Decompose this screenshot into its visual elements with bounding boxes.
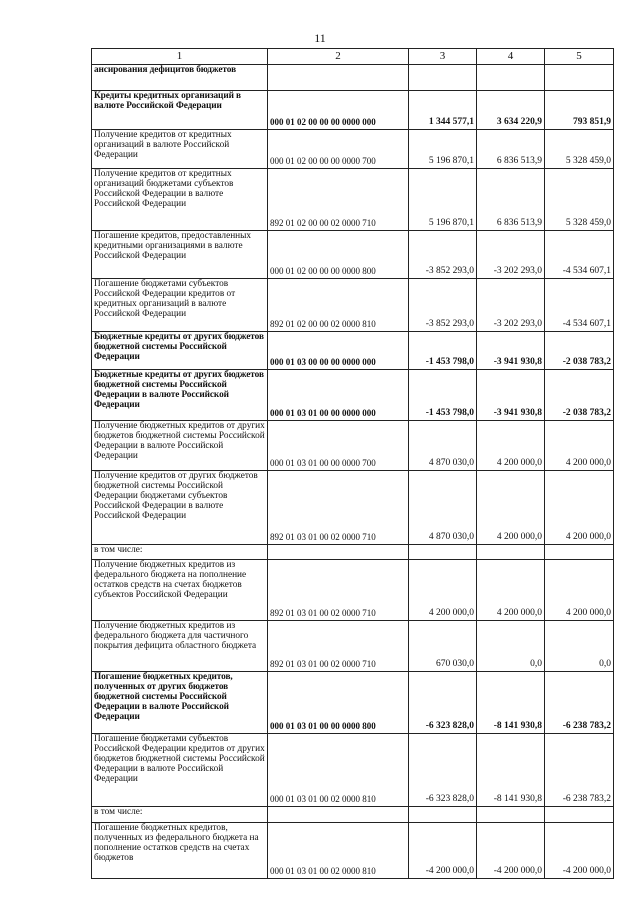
table-row [92,231,614,279]
row-value-col3: 4 870 030,0 [409,471,477,545]
row-value-col5: -4 534 607,1 [545,279,614,332]
row-name: Погашение бюджетами субъектов Российской Федерации кредитов от других бюджетов бюджетной системы Российской Федерации в валюте Российской Федерации [92,734,268,807]
column-header: 3 [409,49,477,65]
row-value-col3: 4 200 000,0 [409,560,477,621]
row-value-col4 [477,65,545,91]
row-value-col3: -4 200 000,0 [409,823,477,879]
row-value-col5: -2 038 783,2 [545,332,614,370]
table-header-row [92,49,614,65]
row-code: 892 01 02 00 00 02 0000 710 [268,169,409,231]
column-header: 1 [92,49,268,65]
row-value-col4: -3 202 293,0 [477,279,545,332]
table-row [92,279,614,332]
row-name: Бюджетные кредиты от других бюджетов бюджетной системы Российской Федерации в валюте Российской Федерации [92,370,268,421]
row-value-col3: 5 196 870,1 [409,169,477,231]
row-name: Получение кредитов от кредитных организаций в валюте Российской Федерации [92,130,268,169]
row-value-col5: -4 200 000,0 [545,823,614,879]
row-name: Погашение бюджетных кредитов, полученных из федерального бюджета на пополнение остатков средств на счетах бюджетов [92,823,268,879]
row-value-col4: -3 202 293,0 [477,231,545,279]
row-code: 892 01 02 00 00 02 0000 810 [268,279,409,332]
row-value-col4 [477,545,545,560]
row-value-col5 [545,807,614,823]
row-value-col5: 0,0 [545,621,614,672]
row-value-col4: -3 941 930,8 [477,370,545,421]
table-row [92,130,614,169]
row-value-col4: 0,0 [477,621,545,672]
row-name: Получение кредитов от других бюджетов бюджетной системы Российской Федерации бюджетами субъектов Российской Федерации в валюте Российской Федерации [92,471,268,545]
row-value-col4: -4 200 000,0 [477,823,545,879]
row-name: Получение бюджетных кредитов от других бюджетов бюджетной системы Российской Федерации в валюте Российской Федерации [92,421,268,471]
table-row [92,560,614,621]
table-row [92,823,614,879]
row-code: 000 01 03 01 00 00 0000 800 [268,672,409,734]
row-name: Погашение кредитов, предоставленных кредитными организациями в валюте Российской Федерации [92,231,268,279]
table-row [92,734,614,807]
row-code [268,545,409,560]
row-value-col3: 670 030,0 [409,621,477,672]
table-row [92,421,614,471]
row-code: 000 01 03 01 00 02 0000 810 [268,823,409,879]
row-value-col5: 4 200 000,0 [545,560,614,621]
row-value-col3: -6 323 828,0 [409,734,477,807]
row-value-col5: 5 328 459,0 [545,130,614,169]
table-row [92,91,614,130]
row-value-col5: 793 851,9 [545,91,614,130]
table-row [92,807,614,823]
row-name: в том числе: [92,807,268,823]
table-row [92,471,614,545]
row-value-col5: -4 534 607,1 [545,231,614,279]
row-value-col3: -3 852 293,0 [409,279,477,332]
row-code: 000 01 03 00 00 00 0000 000 [268,332,409,370]
table-row [92,65,614,91]
row-value-col5: -2 038 783,2 [545,370,614,421]
row-value-col3: -1 453 798,0 [409,370,477,421]
table-row [92,545,614,560]
row-value-col3: 1 344 577,1 [409,91,477,130]
row-name: Получение кредитов от кредитных организаций бюджетами субъектов Российской Федерации в валюте Российской Федерации [92,169,268,231]
row-code: 000 01 03 01 00 02 0000 810 [268,734,409,807]
row-code [268,807,409,823]
column-header: 4 [477,49,545,65]
row-code: 000 01 02 00 00 00 0000 700 [268,130,409,169]
row-name: ансирования дефицитов бюджетов [92,65,268,91]
row-value-col5 [545,65,614,91]
row-value-col3: -3 852 293,0 [409,231,477,279]
row-code: 000 01 03 01 00 00 0000 000 [268,370,409,421]
column-header: 5 [545,49,614,65]
row-value-col4: -8 141 930,8 [477,734,545,807]
row-name: Получение бюджетных кредитов из федерального бюджета на пополнение остатков средств на счетах бюджетов субъектов Российской Федерации [92,560,268,621]
row-value-col3 [409,807,477,823]
row-value-col4: 3 634 220,9 [477,91,545,130]
page-number: 11 [314,31,326,45]
row-value-col5: -6 238 783,2 [545,734,614,807]
row-code: 892 01 03 01 00 02 0000 710 [268,621,409,672]
row-code: 892 01 03 01 00 02 0000 710 [268,560,409,621]
row-value-col4: -3 941 930,8 [477,332,545,370]
row-value-col4: 4 200 000,0 [477,421,545,471]
row-value-col5: 4 200 000,0 [545,421,614,471]
row-name: Кредиты кредитных организаций в валюте Российской Федерации [92,91,268,130]
row-value-col4 [477,807,545,823]
row-value-col3 [409,545,477,560]
column-header: 2 [268,49,409,65]
row-code: 000 01 02 00 00 00 0000 000 [268,91,409,130]
row-value-col5: 5 328 459,0 [545,169,614,231]
row-value-col4: 6 836 513,9 [477,169,545,231]
row-value-col5 [545,545,614,560]
row-value-col5: 4 200 000,0 [545,471,614,545]
table-row [92,169,614,231]
table-row [92,370,614,421]
row-value-col3 [409,65,477,91]
row-value-col3: -6 323 828,0 [409,672,477,734]
row-value-col3: -1 453 798,0 [409,332,477,370]
row-value-col4: -8 141 930,8 [477,672,545,734]
row-code: 000 01 02 00 00 00 0000 800 [268,231,409,279]
row-name: Погашение бюджетами субъектов Российской Федерации кредитов от кредитных организаций в валюте Российской Федерации [92,279,268,332]
row-value-col4: 6 836 513,9 [477,130,545,169]
table-row [92,621,614,672]
table-row [92,672,614,734]
budget-sources-table [91,48,614,879]
table-row [92,332,614,370]
row-value-col4: 4 200 000,0 [477,471,545,545]
row-name: Получение бюджетных кредитов из федерального бюджета для частичного покрытия дефицита областного бюджета [92,621,268,672]
row-value-col3: 5 196 870,1 [409,130,477,169]
row-name: в том числе: [92,545,268,560]
row-code: 000 01 03 01 00 00 0000 700 [268,421,409,471]
row-value-col5: -6 238 783,2 [545,672,614,734]
row-name: Погашение бюджетных кредитов, полученных от других бюджетов бюджетной системы Российской Федерации в валюте Российской Федерации [92,672,268,734]
row-value-col3: 4 870 030,0 [409,421,477,471]
row-value-col4: 4 200 000,0 [477,560,545,621]
row-name: Бюджетные кредиты от других бюджетов бюджетной системы Российской Федерации [92,332,268,370]
row-code [268,65,409,91]
row-code: 892 01 03 01 00 02 0000 710 [268,471,409,545]
